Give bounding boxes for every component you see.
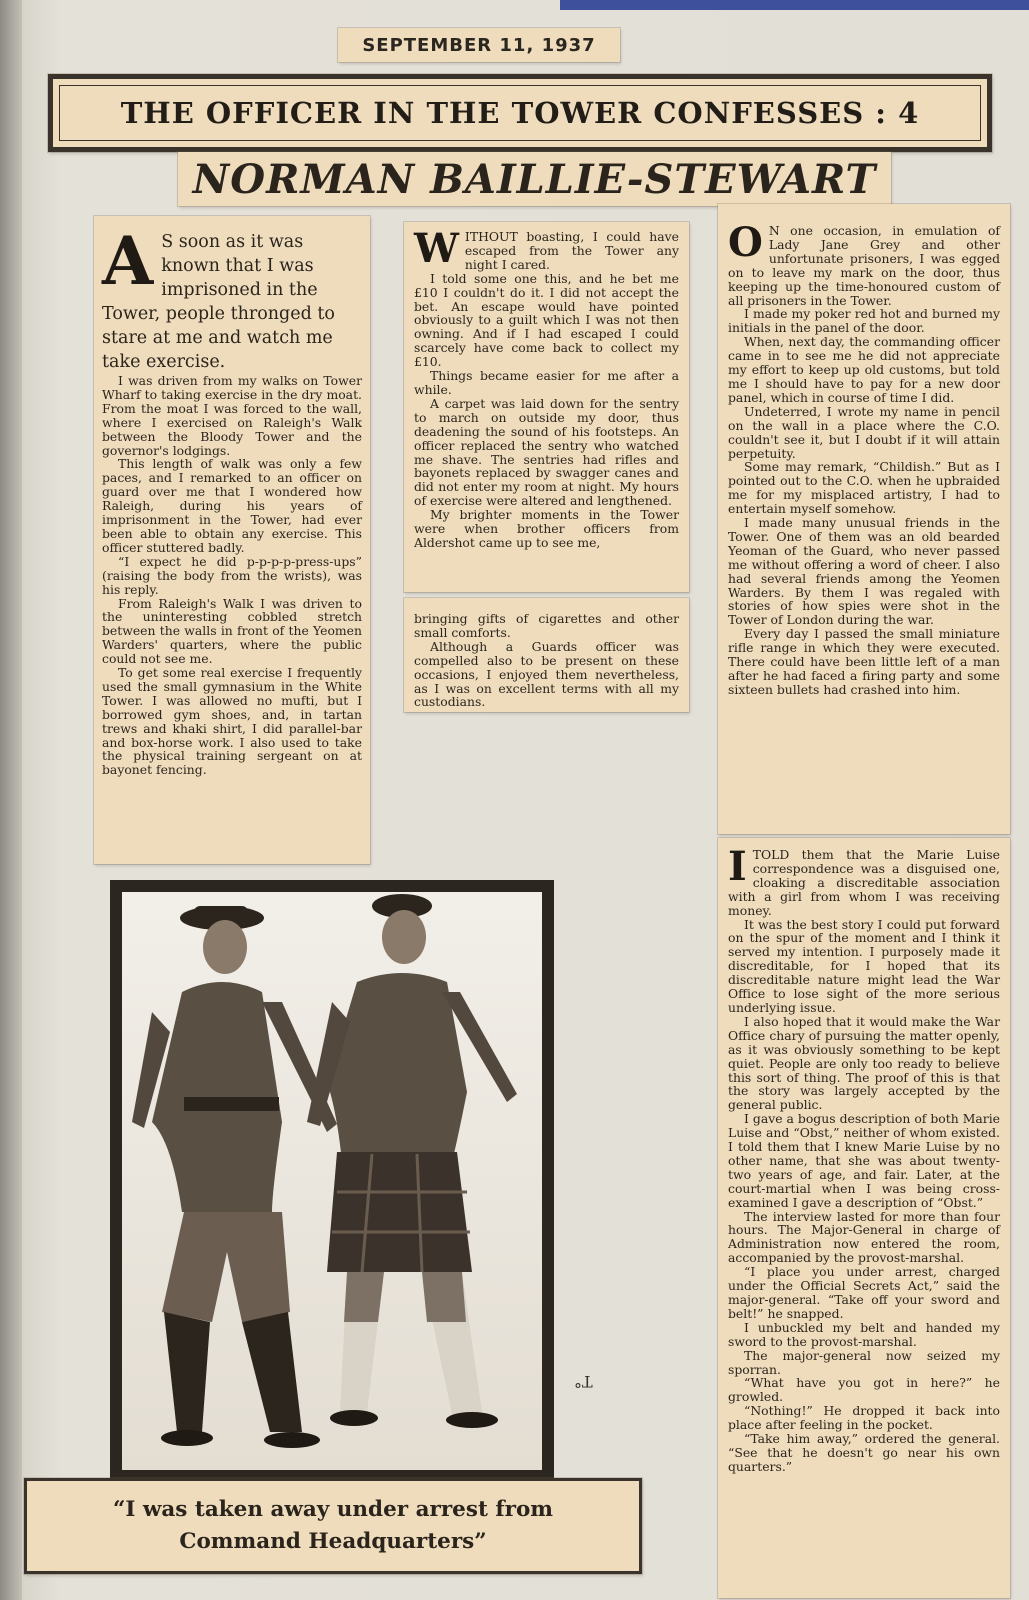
byline-strip [178,152,891,206]
byline: NORMAN BAILLIE-STEWART [192,155,877,203]
paragraph: I told some one this, and he bet me £10 I couldn't do it. I did not accept the bet. An escape would have pointed obviously to a guilt which I was not then owning. And if I had escaped I could scarcely have come back to collect my £10. [414,270,679,370]
paragraph: “What have you got in here?” he growled. [728,1375,1000,1405]
headline-box [48,74,992,152]
paragraph: WITHOUT boasting, I could have escaped from the Tower any night I cared. [414,225,679,272]
paragraph: I was driven from my walks on Tower Wharf to taking exercise in the dry moat. From the moat I was forced to the wall, where I exercised on Raleigh's Walk between the Bloody Tower and the governor's lodgings. [102,373,362,458]
paragraph: I unbuckled my belt and handed my sword to the provost-marshal. [728,1319,1000,1349]
article-column-1 [94,216,370,864]
paragraph: “Nothing!” He dropped it back into place after feeling in the pocket. [728,1403,1000,1433]
lead-paragraph: A S soon as it was known that I was imprisoned in the Tower, people thronged to stare at me and watch me take exercise. [102,222,335,372]
paragraph: bringing gifts of cigarettes and other small comforts. [414,611,679,640]
paragraph: Although a Guards officer was compelled also to be present on these occasions, I enjoyed them nevertheless, as I was on excellent terms with all my custodians. [414,638,679,710]
paragraph: ITOLD them that the Marie Luise correspondence was a disguised one, cloaking a discreditable association with a girl from whom I was receiving money. [728,843,1000,918]
article-column-3 [718,204,1010,834]
date-strip [338,28,620,62]
paragraph: The major-general now seized my sporran. [728,1347,1000,1377]
publication-date: SEPTEMBER 11, 1937 [362,34,596,56]
paragraph: I gave a bogus description of both Marie Luise and “Obst,” neither of whom existed. I told them that I knew Marie Luise by no other name, that she was about twenty-two years of age, and fair. Later, at the court-martial when I was being cross-examined I gave a description of “Obst.” [728,1111,1000,1210]
drop-cap: W [414,225,459,272]
stray-mark: T° [574,1372,593,1391]
paragraph: This length of walk was only a few paces, and I remarked to an officer on guard over me that I wondered how Raleigh, during his years of imprisonment in the Tower, had ever been able to obtain any exercise. This officer stuttered badly. [102,456,362,555]
photo-two-officers-walking [122,892,542,1470]
paragraph: “I expect he did p-p-p-p-press-ups” (raising the body from the wrists), was his reply. [102,553,362,597]
photo-illustration [122,892,542,1470]
paragraph: O N one occasion, in emulation of Lady Jane Grey and other unfortunate prisoners, I was egged on to leave my mark on the door, thus keeping up the time-honoured custom of all prisoners in the Tower. [728,219,1000,308]
photo-caption: “I was taken away under arrest from Command Headquarters” [112,1497,554,1554]
paragraph: The interview lasted for more than four hours. The Major-General in charge of Administration now entered the room, accompanied by the provost-marshal. [728,1208,1000,1266]
drop-cap: I [728,843,747,890]
paragraph: To get some real exercise I frequently used the small gymnasium in the White Tower. I was allowed no mufti, but I borrowed gym shoes, and, in tartan trews and khaki shirt, I did parallel-bar and box-horse work. I also used to take the physical training sergeant on at bayonet fencing. [102,665,362,778]
paragraph: Undeterred, I wrote my name in pencil on the wall in a place where the C.O. couldn't see it, but I doubt if it will attain perpetuity. [728,403,1000,461]
paragraph: From Raleigh's Walk I was driven to the uninteresting cobbled stretch between the walls in front of the Yeomen Warders' quarters, where the public could not see me. [102,595,362,667]
blue-cover-edge [560,0,1029,10]
article-column-4 [718,838,1010,1598]
book-binding-edge [0,0,22,1600]
paragraph: My brighter moments in the Tower were when brother officers from Aldershot came up to see me, [414,507,679,550]
paragraph: Every day I passed the small miniature rifle range in which they were executed. There could have been little left of a man after he had faced a firing party and some sixteen bullets had crashed into him. [728,626,1000,697]
article-column-2-continued [404,598,689,712]
paragraph: A carpet was laid down for the sentry to march on outside my door, thus deadening the sound of his footsteps. An officer replaced the sentry who watched me shave. The sentries had rifles and bayonets replaced by swagger canes and did not enter my room at night. My hours of exercise were altered and lengthened. [414,395,679,509]
paragraph: I made my poker red hot and burned my initials in the panel of the door. [728,306,1000,336]
drop-cap: O [728,219,763,266]
photo-caption-box [24,1478,642,1574]
paragraph: When, next day, the commanding officer came in to see me he did not appreciate my effort to keep up old customs, but told me I should have to pay for a new door panel, which in course of time I did. [728,334,1000,405]
paragraph: I made many unusual friends in the Tower. One of them was an old bearded Yeoman of the Guard, who never passed me without offering a word of cheer. I also had several friends among the Yeomen Warders. By them I was regaled with stories of how spies were shot in the Tower of London during the war. [728,515,1000,628]
paragraph: Some may remark, “Childish.” But as I pointed out to the C.O. when he upbraided me for my misplaced artistry, I had to entertain myself somehow. [728,459,1000,517]
paragraph: It was the best story I could put forward on the spur of the moment and I think it served my intention. I purposely made it discreditable, for I hoped that its discreditable nature might lead the War Office to lose sight of the more serious underlying issue. [728,916,1000,1015]
paragraph: Things became easier for me after a while. [414,368,679,397]
paragraph: “I place you under arrest, charged under the Official Secrets Act,” said the major-general. “Take off your sword and belt!” he snapped. [728,1264,1000,1321]
headline: THE OFFICER IN THE TOWER CONFESSES : 4 [120,96,920,130]
paragraph: I also hoped that it would make the War Office chary of pursuing the matter openly, as it was obviously something to be kept quiet. People are only too ready to believe this sort of thing. The proof of this is that the story was largely accepted by the general public. [728,1013,1000,1113]
article-column-2 [404,222,689,592]
paragraph: “Take him away,” ordered the general. “See that he doesn't go near his own quarters.” [728,1431,1000,1474]
drop-cap: A [102,222,154,300]
photo-frame [110,880,554,1482]
